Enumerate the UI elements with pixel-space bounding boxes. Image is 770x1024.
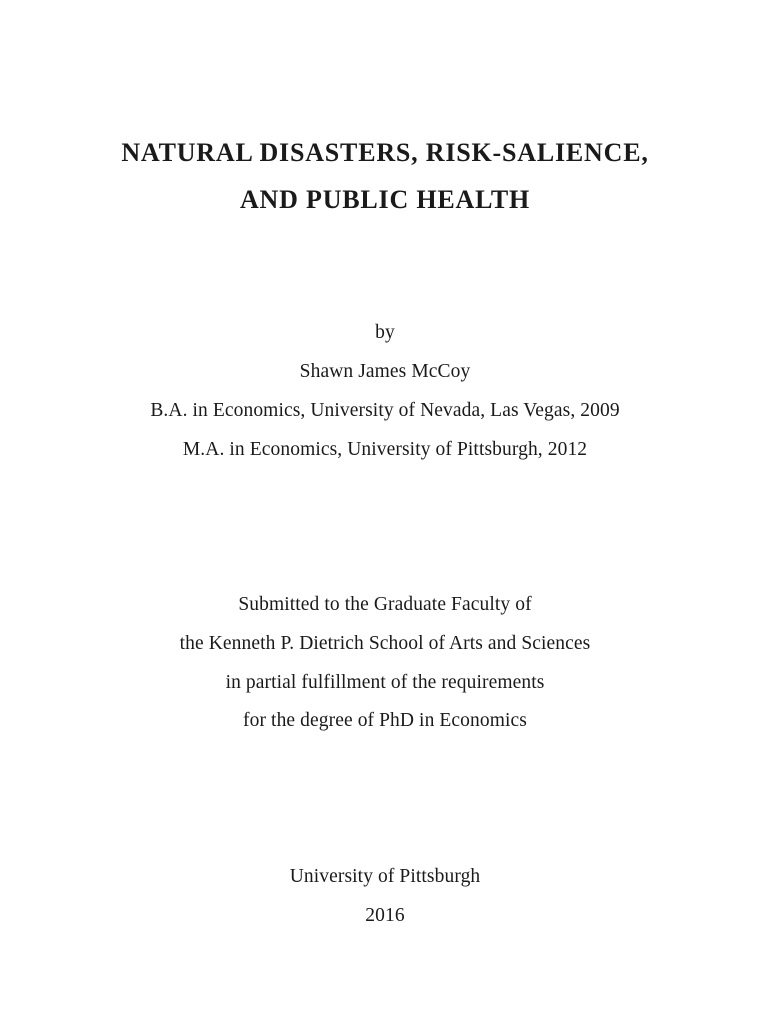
submission-line-2: the Kenneth P. Dietrich School of Arts and Sciences xyxy=(179,633,591,654)
author-name: Shawn James McCoy xyxy=(299,361,471,382)
submission-line-1: Submitted to the Graduate Faculty of xyxy=(238,594,532,615)
title-line-2: AND PUBLIC HEALTH xyxy=(239,185,531,214)
degree-ma: M.A. in Economics, University of Pittsburgh, 2012 xyxy=(182,439,588,460)
by-label: by xyxy=(375,322,395,343)
degree-ba: B.A. in Economics, University of Nevada, Las Vegas, 2009 xyxy=(150,400,620,421)
submission-line-3: in partial fulfillment of the requirements xyxy=(225,672,545,693)
year: 2016 xyxy=(365,905,405,926)
title-line-1: NATURAL DISASTERS, RISK-SALIENCE, xyxy=(121,138,649,167)
institution: University of Pittsburgh xyxy=(289,866,481,887)
submission-line-4: for the degree of PhD in Economics xyxy=(243,710,527,731)
